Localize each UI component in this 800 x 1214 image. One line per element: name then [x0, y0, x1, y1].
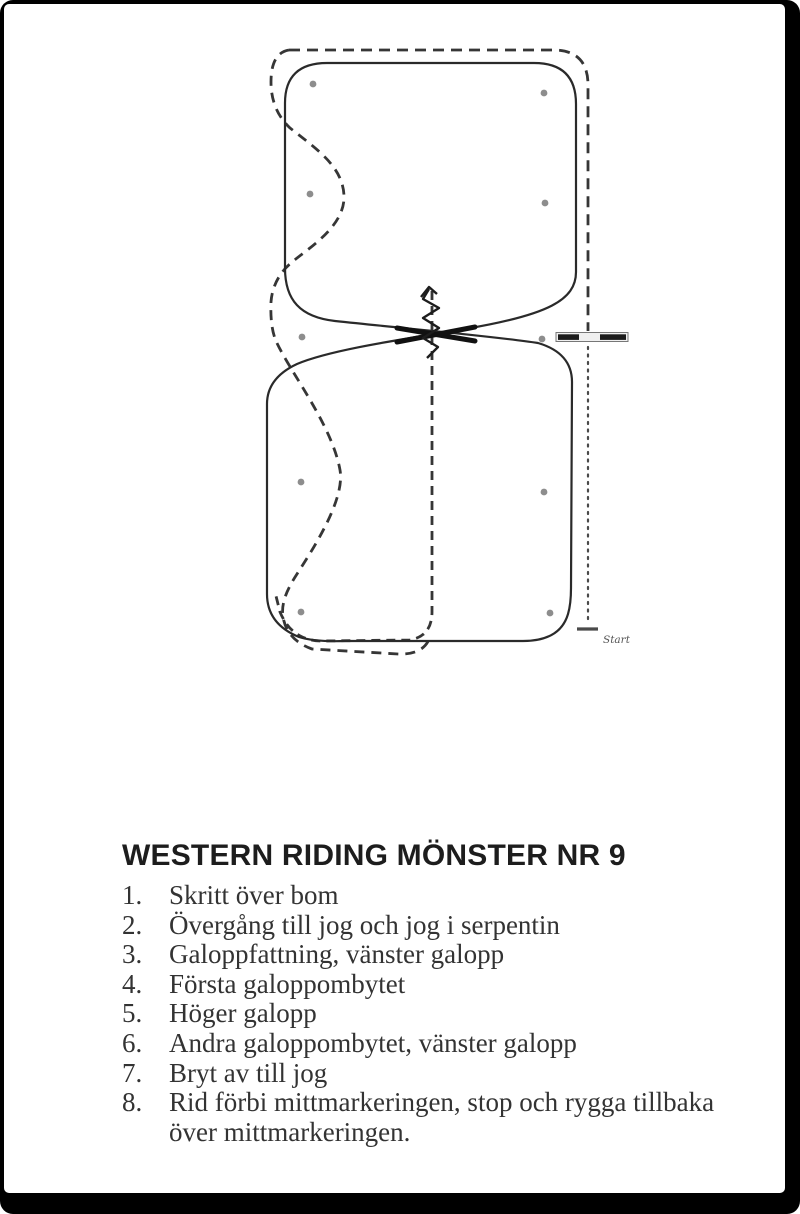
- start-label: Start: [603, 634, 630, 646]
- instruction-number: 2.: [122, 909, 143, 940]
- instruction-number: 7.: [122, 1057, 143, 1088]
- instruction-text: Skritt över bom: [169, 880, 339, 910]
- instruction-text: Övergång till jog och jog i serpentin: [169, 909, 560, 940]
- cone-marker-dot: [542, 200, 549, 207]
- instruction-text: Första galoppombytet: [169, 968, 406, 999]
- document-page: [4, 4, 785, 1193]
- serpentine-jog-path: [271, 50, 430, 654]
- instruction-item: [122, 881, 742, 911]
- instruction-number: 8.: [122, 1087, 143, 1118]
- instruction-item: [122, 970, 742, 1000]
- instruction-text: Andra galoppombytet, vänster galopp: [169, 1027, 577, 1058]
- instruction-text: Rid förbi mittmarkeringen, stop och rygga tillbaka över mittmarkeringen.: [169, 1087, 715, 1147]
- center-marker-bar: [556, 333, 628, 342]
- instruction-number: 1.: [122, 880, 143, 910]
- instruction-number: 5.: [122, 998, 143, 1029]
- pole-arrowhead-icon: [421, 287, 437, 297]
- center-marker-dark-segment: [558, 334, 579, 340]
- marker-dots: [298, 81, 554, 617]
- instruction-text: Bryt av till jog: [169, 1057, 328, 1088]
- cone-marker-dot: [310, 81, 317, 88]
- cone-marker-dot: [541, 489, 548, 496]
- instruction-item: [122, 1029, 742, 1059]
- instruction-item: [122, 1059, 742, 1089]
- cone-marker-dot: [299, 334, 306, 341]
- instruction-number: 6.: [122, 1027, 143, 1058]
- instruction-text: Galoppfattning, vänster galopp: [169, 939, 505, 970]
- center-marker-dark-segment: [600, 334, 626, 340]
- cone-marker-dot: [547, 610, 554, 617]
- cone-marker-dot: [541, 90, 548, 97]
- cone-marker-dot: [539, 336, 546, 343]
- instruction-item: [122, 1088, 742, 1147]
- walk-center-path: [276, 291, 432, 641]
- pattern-title: WESTERN RIDING MÖNSTER NR 9: [122, 839, 626, 872]
- instruction-item: [122, 911, 742, 941]
- instruction-number: 3.: [122, 939, 143, 970]
- instruction-text: Höger galopp: [169, 998, 317, 1029]
- instruction-item: [122, 999, 742, 1029]
- instruction-number: 4.: [122, 968, 143, 999]
- lope-figure-eight-path: [267, 63, 576, 641]
- cone-marker-dot: [298, 609, 305, 616]
- pattern-description: [122, 840, 742, 1147]
- instruction-list: [122, 881, 742, 1147]
- pole-zigzag-icon: [421, 287, 439, 358]
- instruction-item: [122, 940, 742, 970]
- cone-marker-dot: [307, 191, 314, 198]
- cone-marker-dot: [298, 479, 305, 486]
